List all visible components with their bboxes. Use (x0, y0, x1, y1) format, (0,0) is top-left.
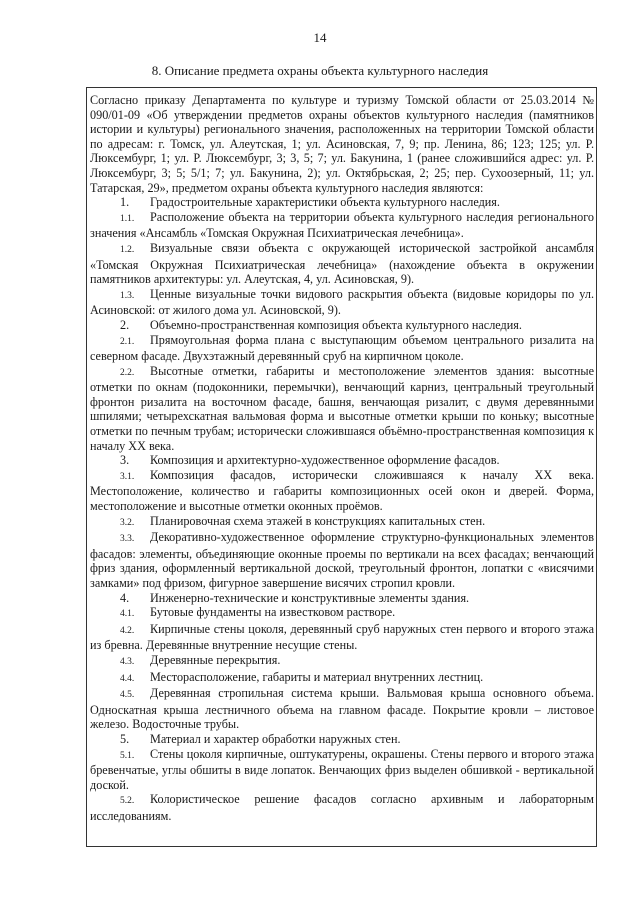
protection-item (90, 241, 594, 287)
document-body (90, 93, 594, 824)
protection-item (90, 333, 594, 364)
item-number: 4.3. (120, 656, 135, 667)
item-text: Деревянная стропильная система крыши. Вальмовая крыша основного объема. Односкатная крыша лестничного объема на главном фасаде. Покрытие кровли – листовое железо. Водосточные трубы. (90, 686, 594, 732)
item-number: 2.1. (120, 336, 135, 347)
item-number: 5. (120, 731, 130, 746)
protection-item (90, 318, 594, 333)
item-number: 2. (120, 317, 130, 332)
intro-paragraph: Согласно приказу Департамента по культуре и туризму Томской области от 25.03.2014 № 090/01-09 «Об утверждении предметов охраны объектов культурного наследия (памятников истории и культуры) регионального значения, расположенных на территории Томской области по адресам: г. Томск, ул. Алеутская, 1; ул. Асиновская, 7, 9; пр. Ленина, 86; 123; 125; ул. Р. Люксембург, 1; ул. Р. Люксембург, 3; 3, 5; 7; ул. Бакунина, 1 (ранее сложившийся адрес: ул. Р. Люксембург, 3; 5; 5/1; 7; ул. Бакунина, 2); ул. Октябрьская, 2; 25; пер. Сухоозерный, 11; ул. Татарская, 29», предметом охраны объекта культурного наследия являются: (90, 93, 594, 195)
protection-items-list (90, 195, 594, 823)
protection-item (90, 364, 594, 454)
item-number: 4.1. (120, 609, 135, 620)
item-text: Расположение объекта на территории объекта культурного наследия регионального значения «Ансамбль «Томская Окружная Психиатрическая лечебница». (90, 209, 594, 241)
item-number: 3.1. (120, 471, 135, 482)
item-text: Композиция фасадов, исторически сложившаяся к началу XX века. Местоположение, количество и габариты композиционных осей окон и дверей. Форма, местоположение и высотные отметки оконных проёмов. (90, 467, 594, 514)
protection-item (90, 468, 594, 514)
item-number: 1.2. (120, 244, 135, 255)
item-number: 5.1. (120, 750, 135, 761)
protection-item (90, 622, 594, 653)
item-number: 2.2. (120, 367, 135, 378)
page-number: 14 (313, 30, 327, 45)
item-text: Композиция и архитектурно-художественное оформление фасадов. (150, 453, 500, 468)
item-number: 4.2. (120, 625, 135, 636)
section-heading: 8. Описание предмета охраны объекта культурного наследия (151, 63, 489, 78)
item-text: Декоративно-художественное оформление структурно-функциональных элементов фасадов: элементы, объединяющие оконные проемы по вертикали на всех фасадах; венчающий фриз здания, оформленный вертикальной доской, треугольный фронтон, лопатки с «висячими замками» под фризом, фигурное завершение висячих стропил кровли. (90, 530, 594, 590)
item-number: 3. (120, 453, 130, 468)
item-text: Градостроительные характеристики объекта культурного наследия. (150, 195, 500, 210)
protection-item (90, 287, 594, 318)
item-number: 4.4. (120, 673, 135, 684)
item-text: Колористическое решение фасадов согласно архивным и лабораторным исследованиям. (90, 792, 594, 823)
item-number: 5.2. (120, 796, 135, 807)
protection-item (90, 453, 594, 468)
protection-item (90, 195, 594, 210)
item-text: Кирпичные стены цоколя, деревянный сруб наружных стен первого и второго этажа из бревна. Деревянные внутренние несущие стены. (90, 621, 594, 653)
protection-item (90, 747, 594, 793)
item-text: Месторасположение, габариты и материал внутренних лестниц. (150, 669, 484, 684)
protection-item (90, 605, 594, 622)
item-text: Стены цоколя кирпичные, оштукатурены, окрашены. Стены первого и второго этажа бревенчатые, углы обшиты в виде лопаток. Венчающих фриз выделен обшивкой - вертикальной доской. (90, 746, 594, 792)
item-number: 1.3. (120, 290, 135, 301)
item-text: Деревянные перекрытия. (150, 652, 281, 667)
item-number: 4.5. (120, 690, 135, 701)
item-text: Визуальные связи объекта с окружающей исторической застройкой ансамбля «Томская Окружная Психиатрическая лечебница» (нахождение объекта в окружении памятников архитектуры: ул. Алеутская, 4, ул. Асиновская, 9). (90, 240, 594, 287)
item-text: Высотные отметки, габариты и местоположение элементов здания: высотные отметки по окнам (подоконники, перемычки), венчающий карниз, центральный треугольный фронтон ризалита на восточном фасаде, башня, венчающая ризалит, с двумя деревянными шпилями; четырехскатная вальмовая форма и высотные отметки крыши по коньку; высотные отметки по печным трубам; исторически сложившаяся объёмно-пространственная композиция к началу XX века. (90, 363, 594, 453)
protection-item (90, 732, 594, 747)
protection-item (90, 210, 594, 241)
protection-item (90, 514, 594, 531)
protection-item (90, 591, 594, 606)
item-number: 1.1. (120, 213, 135, 224)
item-text: Инженерно-технические и конструктивные элементы здания. (150, 590, 470, 605)
item-number: 3.2. (120, 517, 135, 528)
item-text: Планировочная схема этажей в конструкциях капитальных стен. (150, 513, 486, 528)
item-text: Объемно-пространственная композиция объекта культурного наследия. (150, 317, 522, 332)
protection-item (90, 792, 594, 823)
item-number: 3.3. (120, 534, 135, 545)
protection-item (90, 686, 594, 732)
protection-item (90, 653, 594, 670)
item-text: Материал и характер обработки наружных стен. (150, 731, 401, 746)
protection-item (90, 670, 594, 687)
item-text: Бутовые фундаменты на известковом растворе. (150, 605, 396, 620)
protection-item (90, 530, 594, 590)
item-number: 4. (120, 590, 130, 605)
item-text: Ценные визуальные точки видового раскрытия объекта (видовые коридоры по ул. Асиновской: от жилого дома ул. Асиновской, 9). (90, 286, 594, 318)
item-number: 1. (120, 195, 130, 210)
item-text: Прямоугольная форма плана с выступающим объемом центрального ризалита на северном фасаде. Двухэтажный деревянный сруб на кирпичном цоколе. (90, 332, 594, 364)
